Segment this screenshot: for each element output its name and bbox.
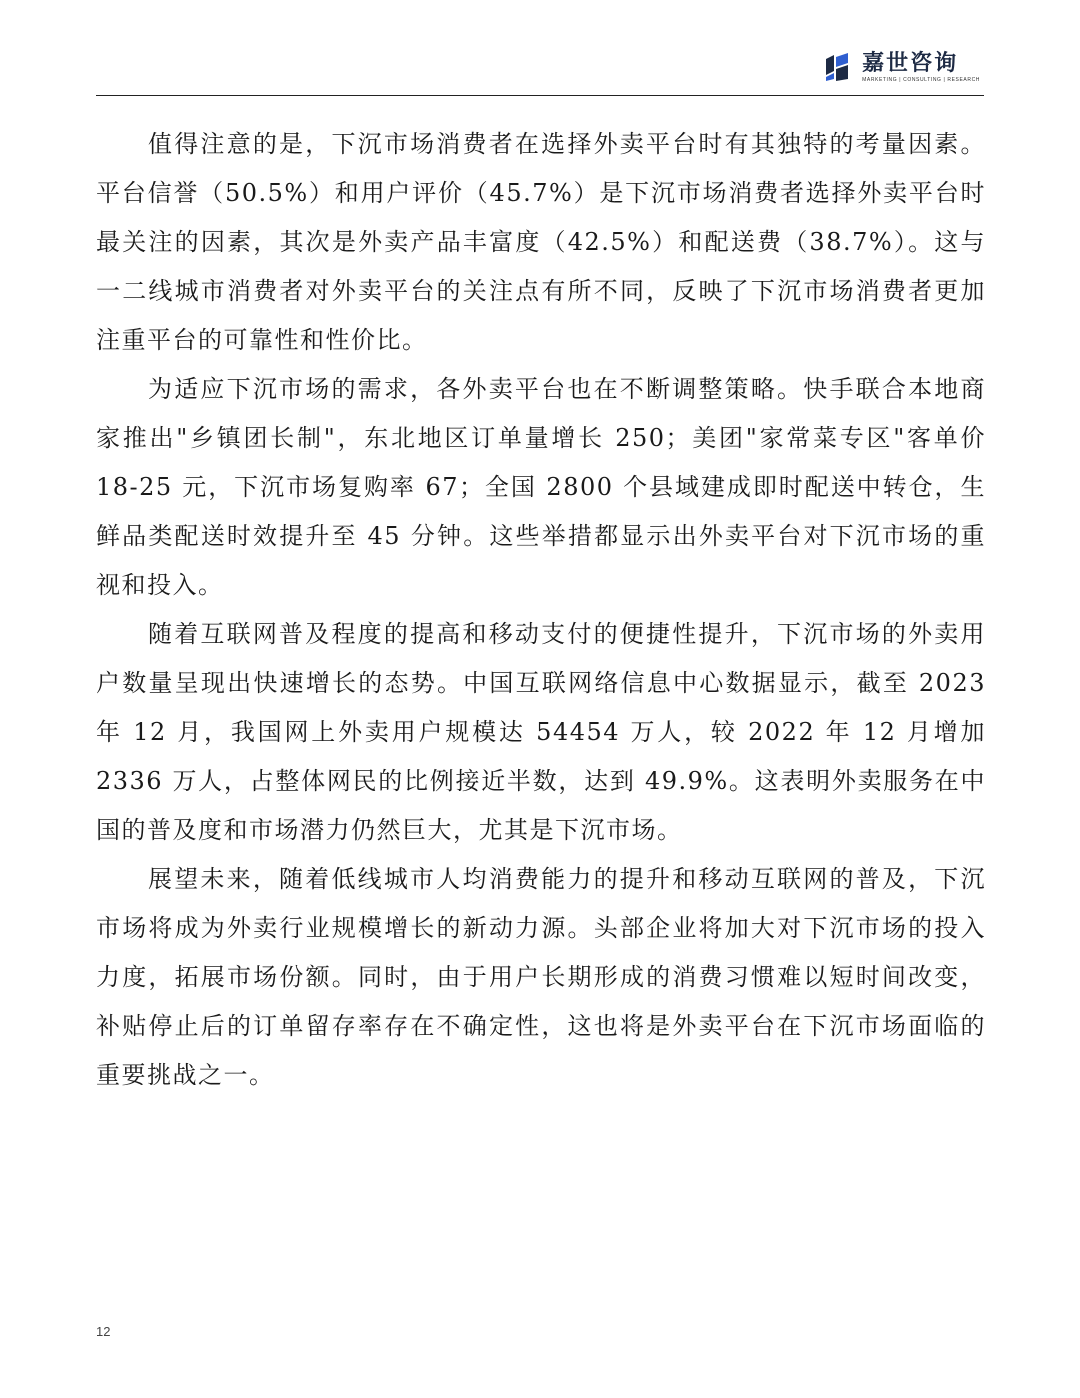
logo-mark-icon	[822, 51, 854, 83]
company-logo	[822, 46, 980, 88]
header-divider	[96, 95, 984, 96]
paragraph: 为适应下沉市场的需求，各外卖平台也在不断调整策略。快手联合本地商家推出"乡镇团长制"，东北地区订单量增长 250；美团"家常菜专区"客单价 18-25 元，下沉市场复购率 67；全国 2800 个县域建成即时配送中转仓，生鲜品类配送时效提升至 45 分钟。这些举措都显示出外卖平台对下沉市场的重视和投入。	[96, 375, 986, 599]
page-number: 12	[96, 1324, 111, 1339]
body-text	[96, 120, 986, 1100]
paragraph: 值得注意的是，下沉市场消费者在选择外卖平台时有其独特的考量因素。平台信誉（50.5%）和用户评价（45.7%）是下沉市场消费者选择外卖平台时最关注的因素，其次是外卖产品丰富度（42.5%）和配送费（38.7%）。这与一二线城市消费者对外卖平台的关注点有所不同，反映了下沉市场消费者更加注重平台的可靠性和性价比。	[96, 130, 986, 354]
logo-tagline: MARKETING | CONSULTING | RESEARCH	[862, 76, 980, 83]
paragraph: 展望未来，随着低线城市人均消费能力的提升和移动互联网的普及，下沉市场将成为外卖行业规模增长的新动力源。头部企业将加大对下沉市场的投入力度，拓展市场份额。同时，由于用户长期形成的消费习惯难以短时间改变，补贴停止后的订单留存率存在不确定性，这也将是外卖平台在下沉市场面临的重要挑战之一。	[96, 865, 986, 1089]
logo-name: 嘉世咨询	[862, 50, 959, 76]
paragraph: 随着互联网普及程度的提高和移动支付的便捷性提升，下沉市场的外卖用户数量呈现出快速增长的态势。中国互联网络信息中心数据显示，截至 2023 年 12 月，我国网上外卖用户规模达 54454 万人，较 2022 年 12 月增加 2336 万人，占整体网民的比例接近半数，达到 49.9%。这表明外卖服务在中国的普及度和市场潜力仍然巨大，尤其是下沉市场。	[96, 620, 986, 844]
logo-text	[862, 51, 980, 84]
page-header	[96, 40, 984, 96]
